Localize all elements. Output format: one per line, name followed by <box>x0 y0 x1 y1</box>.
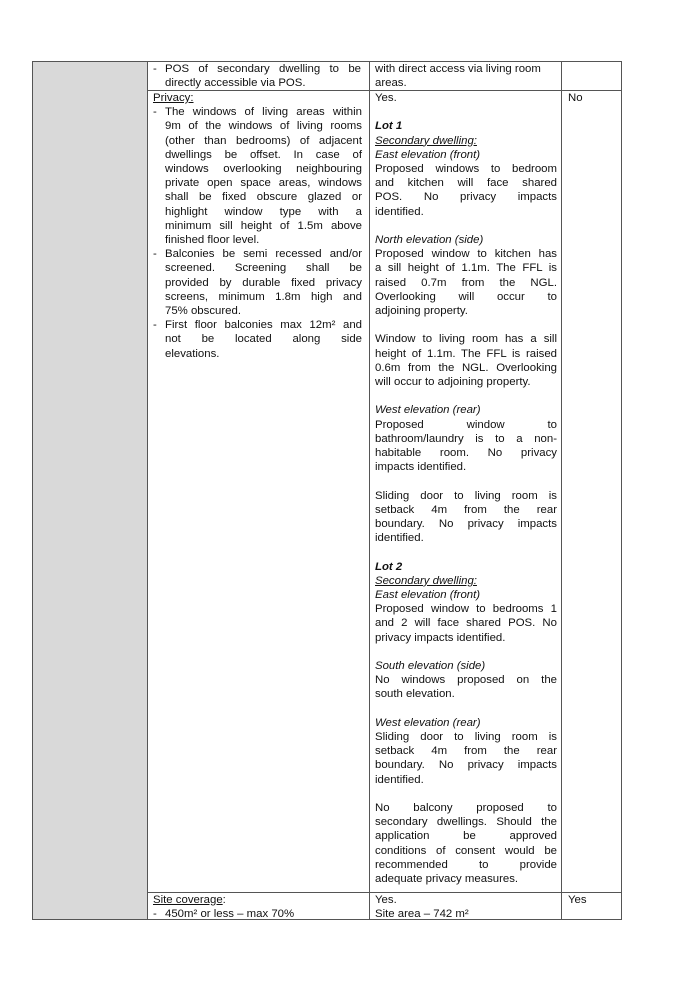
response-line: and 2 will face shared POS. No <box>375 617 557 630</box>
east-elevation-heading: East elevation (front) <box>375 589 481 601</box>
privacy-compliance: No <box>568 92 583 104</box>
site-coverage-heading: Site coverage <box>153 894 223 906</box>
site-coverage-compliance: Yes <box>568 894 587 906</box>
privacy-bullet-line: private open space areas, windows <box>165 177 362 190</box>
privacy-bullet-line: provided by durable fixed privacy <box>165 276 362 289</box>
response-line: adjoining property. <box>375 305 468 317</box>
response-line: Overlooking will occur to <box>375 290 557 303</box>
response-line: identified. <box>375 205 424 218</box>
row1-compliance-cell <box>561 61 622 91</box>
response-line: impacts identified. <box>375 461 467 474</box>
response-line: Sliding door to living room is <box>375 489 557 502</box>
response-line: identified. <box>375 532 424 545</box>
bullet-dash: - <box>153 908 157 921</box>
lot2-subheading: Secondary dwelling: <box>375 574 477 587</box>
privacy-bullet-line: Balconies be semi recessed and/or <box>165 248 362 261</box>
response-line: adequate privacy measures. <box>375 873 519 885</box>
response-line: No windows proposed on the <box>375 674 557 687</box>
privacy-bullet-line: finished floor level. <box>165 234 260 246</box>
privacy-bullet-line: elevations. <box>165 347 220 360</box>
response-line: privacy impacts identified. <box>375 631 506 644</box>
response-line: Proposed windows to bedroom <box>375 163 557 175</box>
response-line: recommended to provide <box>375 858 557 871</box>
site-area: Site area – 742 m² <box>375 908 469 921</box>
privacy-bullet-line: screened. Screening shall be <box>165 262 362 275</box>
bullet-dash: - <box>153 106 157 119</box>
privacy-heading: Privacy: <box>153 92 194 104</box>
lot1-heading: Lot 1 <box>375 120 403 133</box>
response-line: Proposed window to bedrooms 1 <box>375 603 557 616</box>
response-line: setback 4m from the rear <box>375 745 557 758</box>
response-line: will occur to adjoining property. <box>375 376 531 388</box>
response-line: Window to living room has a sill <box>375 333 557 346</box>
bullet-dash: - <box>153 319 157 332</box>
privacy-bullet-line: 75% obscured. <box>165 305 241 317</box>
response-line: setback 4m from the rear <box>375 503 557 516</box>
row1-response-line: areas. <box>375 77 407 90</box>
privacy-bullet-line: screens, minimum 1.8m high and <box>165 290 362 303</box>
site-coverage-bullet: 450m² or less – max 70% <box>165 908 295 921</box>
response-line: Proposed window to kitchen has <box>375 248 557 261</box>
response-line: habitable room. No privacy <box>375 447 557 459</box>
lot1-subheading: Secondary dwelling: <box>375 134 477 147</box>
west-elevation-heading: West elevation (rear) <box>375 404 481 417</box>
response-line: and kitchen will face shared <box>375 177 557 190</box>
privacy-bullet-line: not be located along side <box>165 333 362 346</box>
response-line: conditions of consent would be <box>375 844 557 857</box>
response-line: height of 1.1m. The FFL is raised <box>375 347 557 360</box>
privacy-bullet-line: First floor balconies max 12m² and <box>165 319 362 332</box>
category-cell <box>32 61 148 920</box>
lot2-heading: Lot 2 <box>375 560 403 573</box>
privacy-bullet-line: shall be fixed obscure glazed or <box>165 191 362 204</box>
response-line: boundary. No privacy impacts <box>375 518 557 530</box>
response-line: raised 0.7m from the NGL. <box>375 276 557 289</box>
row2-compliance-cell <box>561 90 622 893</box>
bullet-dash: - <box>153 63 157 75</box>
privacy-bullet-line: (other than bedrooms) of adjacent <box>165 134 362 147</box>
response-line: identified. <box>375 773 424 786</box>
response-line: No balcony proposed to <box>375 802 557 814</box>
west-elevation-heading: West elevation (rear) <box>375 716 481 729</box>
east-elevation-heading: East elevation (front) <box>375 148 481 161</box>
response-line: Proposed window to <box>375 418 557 431</box>
north-elevation-heading: North elevation (side) <box>375 234 484 246</box>
response-line: bathroom/laundry is to a non- <box>375 432 557 445</box>
heading-colon: : <box>222 894 226 906</box>
privacy-bullet-line: minimum sill height of 1.5m above <box>165 219 362 232</box>
response-line: south elevation. <box>375 688 455 701</box>
response-yes: Yes. <box>375 92 397 104</box>
response-line: secondary dwellings. Should the <box>375 816 557 829</box>
privacy-bullet-line: windows overlooking neighbouring <box>165 163 362 175</box>
bullet-dash: - <box>153 248 157 261</box>
south-elevation-heading: South elevation (side) <box>375 660 486 672</box>
response-line: POS. No privacy impacts <box>375 191 557 204</box>
row1-control-line: POS of secondary dwelling to be <box>165 63 361 75</box>
row1-response-line: with direct access via living room <box>375 63 541 75</box>
response-line: 0.6m from the NGL. Overlooking <box>375 361 557 374</box>
privacy-bullet-line: highlight window type with a <box>165 205 362 218</box>
row1-control-line: directly accessible via POS. <box>165 77 306 90</box>
response-yes: Yes. <box>375 894 397 906</box>
response-line: boundary. No privacy impacts <box>375 759 557 772</box>
response-line: a sill height of 1.1m. The FFL is <box>375 262 557 275</box>
privacy-bullet-line: 9m of the windows of living rooms <box>165 120 362 133</box>
privacy-bullet-line: dwellings be offset. In case of <box>165 148 362 161</box>
response-line: Sliding door to living room is <box>375 731 557 743</box>
privacy-bullet-line: The windows of living areas within <box>165 106 362 119</box>
response-line: application be approved <box>375 830 557 843</box>
